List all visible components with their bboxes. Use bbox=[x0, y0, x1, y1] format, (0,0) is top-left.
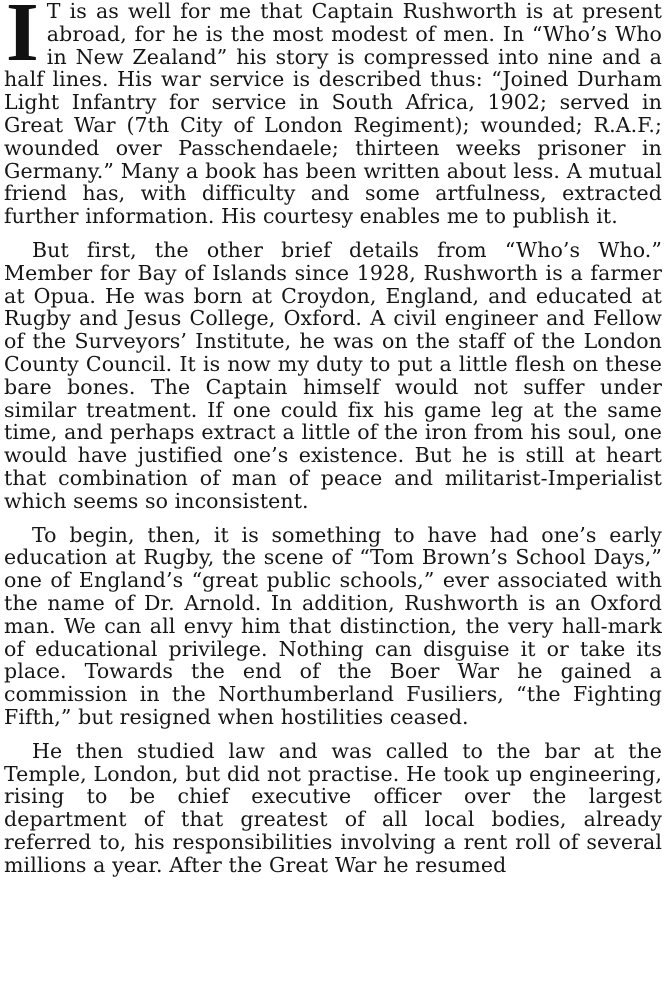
paragraph-text: T is as well for me that Captain Rushworth is at present abroad, for he is the most modest of men. In “Who’s Who in New Zealand” his story is compressed into nine and a half lines. His war service is described thus: “Joined Durham Light Infantry for service in South Africa, 1902; served in Great War (7th City of London Regiment); wounded; R.A.F.; wounded over Passchendaele; thirteen weeks prisoner in Germany.” Many a book has been written about less. A mutual friend has, with difficulty and some artfulness, extracted further information. His courtesy enables me to publish it. bbox=[4, 0, 662, 229]
article-paragraph-4: He then studied law and was called to the bar at the Temple, London, but did not practise. He took up engineering, rising to be chief executive officer over the largest department of that greatest of all local bodies, already referred to, his responsibilities involving a rent roll of several millions a year. After the Great War he resumed bbox=[4, 738, 662, 877]
article-paragraph-2: But first, the other brief details from “Who’s Who.” Member for Bay of Islands since 1928, Rushworth is a farmer at Opua. He was born at Croydon, England, and educated at Rugby and Jesus College, Oxford. A civil engineer and Fellow of the Surveyors’ Institute, he was on the staff of the London County Council. It is now my duty to put a little flesh on these bare bones. The Captain himself would not suffer under similar treatment. If one could fix his game leg at the same time, and perhaps extract a little of the iron from his soul, one would have justified one’s existence. But he is still at heart that combination of man of peace and militarist-Imperialist which seems so inconsistent. bbox=[4, 237, 662, 513]
article-column bbox=[4, 0, 662, 1003]
article-paragraph-1 bbox=[4, 0, 662, 228]
article-paragraph-3: To begin, then, it is something to have had one’s early education at Rugby, the scene of “Tom Brown’s School Days,” one of England’s “great public schools,” ever associated with the name of Dr. Arnold. In addition, Rushworth is an Oxford man. We can all envy him that distinction, the very hall-mark of educational privilege. Nothing can disguise it or take its place. Towards the end of the Boer War he gained a commission in the Northumberland Fusiliers, “the Fighting Fifth,” but resigned when hostilities ceased. bbox=[4, 522, 662, 729]
drop-cap: I bbox=[6, 0, 39, 79]
